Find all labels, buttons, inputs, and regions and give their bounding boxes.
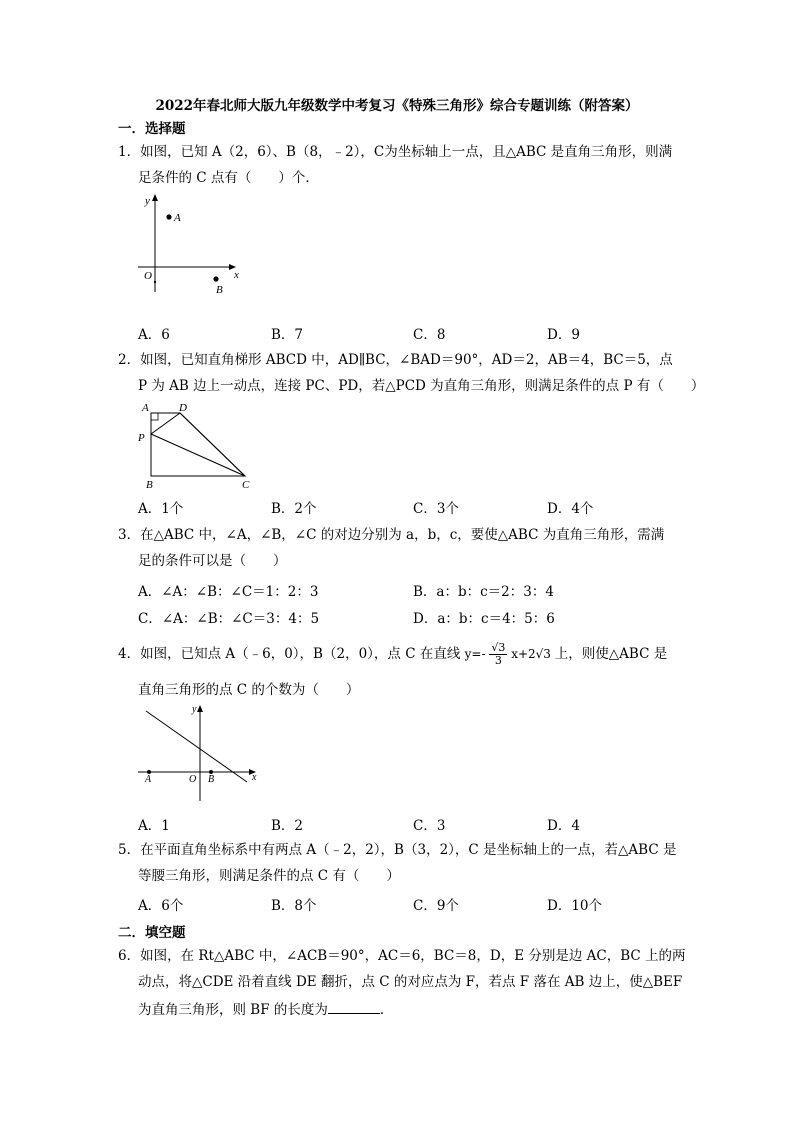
page-title: 2022年春北师大版九年级数学中考复习《特殊三角形》综合专题训练（附答案） bbox=[155, 98, 639, 114]
q4-option-b: B．2 bbox=[271, 818, 304, 834]
q2-d-label: D bbox=[179, 402, 187, 414]
q2-option-d: D．4个 bbox=[547, 501, 594, 517]
q4-eq-y: y=- bbox=[464, 647, 486, 661]
q3-line2: 足的条件可以是（ ） bbox=[138, 553, 287, 569]
q5-option-b: B．8个 bbox=[271, 898, 317, 914]
section-choice-heading: 一．选择题 bbox=[118, 121, 186, 137]
q1-point-b bbox=[213, 276, 218, 281]
q2-segment-pc bbox=[151, 434, 245, 476]
q4-eq-rest: x+2√3 bbox=[511, 647, 551, 661]
q2-a-label: A bbox=[142, 402, 149, 414]
q2-segment-pd bbox=[151, 413, 180, 434]
q4-line1-suffix: 上，则使△ABC 是 bbox=[554, 646, 668, 662]
q1-option-b: B．7 bbox=[271, 327, 304, 343]
q4-line1-prefix: 4．如图，已知点 A（﹣6，0），B（2，0），点 C 在直线 bbox=[118, 646, 461, 662]
q1-line2: 足条件的 C 点有（ ）个． bbox=[138, 170, 319, 186]
q4-eq-fraction bbox=[489, 642, 507, 667]
q6-answer-blank bbox=[328, 1001, 380, 1014]
q4-y-label: y bbox=[192, 704, 197, 715]
q2-option-a: A．1个 bbox=[138, 501, 184, 517]
section-fill-heading: 二．填空题 bbox=[118, 925, 186, 941]
q6-line1: 6．如图，在 Rt△ABC 中，∠ACB＝90°，AC＝6，BC＝8，D，E 分别是边 AC，BC 上的两 bbox=[118, 948, 686, 964]
q2-option-c: C．3个 bbox=[413, 501, 459, 517]
q1-option-c: C．8 bbox=[413, 327, 446, 343]
q3-option-a: A．∠A：∠B：∠C＝1：2：3 bbox=[138, 584, 319, 600]
q2-b-label: B bbox=[146, 479, 153, 490]
q1-origin-label: O bbox=[144, 270, 152, 282]
q2-c-label: C bbox=[242, 479, 250, 490]
q2-figure bbox=[132, 398, 262, 490]
q2-line1: 2．如图，已知直角梯形 ABCD 中，AD∥BC，∠BAD＝90°，AD＝2，AB＝4，BC＝5，点 bbox=[118, 352, 673, 368]
q1-line1: 1．如图，已知 A（2，6）、B（8，﹣2），C为坐标轴上一点，且△ABC 是直角三角形，则满 bbox=[118, 144, 673, 160]
q4-line-graph bbox=[146, 711, 247, 782]
q6-line2: 动点，将△CDE 沿着直线 DE 翻折，点 C 的对应点为 F，若点 F 落在 AB 边上，使△BEF bbox=[138, 974, 683, 990]
q4-line2: 直角三角形的点 C 的个数为（ ） bbox=[138, 682, 360, 698]
q4-origin-label: O bbox=[189, 774, 197, 785]
q4-option-d: D．4 bbox=[547, 818, 580, 834]
q4-eq-denominator: 3 bbox=[494, 654, 502, 667]
q1-tick-mark bbox=[154, 281, 156, 283]
q3-option-b: B．a：b：c＝2：3：4 bbox=[413, 584, 554, 600]
q4-eq-numerator: √3 bbox=[491, 641, 506, 654]
q3-option-c: C．∠A：∠B：∠C＝3：4：5 bbox=[138, 611, 320, 627]
q1-figure bbox=[130, 192, 250, 297]
q4-x-label: x bbox=[252, 772, 257, 783]
q4-line1 bbox=[118, 642, 667, 667]
q5-option-d: D．10个 bbox=[547, 898, 603, 914]
q1-x-label: x bbox=[234, 269, 239, 281]
q1-b-label: B bbox=[216, 284, 223, 296]
q1-option-a: A．6 bbox=[138, 327, 170, 343]
q2-line2: P 为 AB 边上一动点，连接 PC、PD，若△PCD 为直角三角形，则满足条件的点 P 有（ ） bbox=[138, 378, 705, 394]
q2-option-b: B．2个 bbox=[271, 501, 317, 517]
q4-option-c: C．3 bbox=[413, 818, 446, 834]
q1-a-label: A bbox=[174, 212, 181, 224]
q3-option-d: D．a：b：c＝4：5：6 bbox=[413, 611, 555, 627]
q1-option-d: D．9 bbox=[547, 327, 580, 343]
q6-line3-end: ． bbox=[379, 1002, 394, 1018]
q2-right-angle-mark bbox=[151, 413, 158, 420]
q4-equation bbox=[464, 641, 555, 667]
q2-segment-dc bbox=[180, 413, 245, 476]
q2-p-label: P bbox=[138, 432, 145, 444]
q1-y-arrow bbox=[152, 194, 158, 201]
q4-option-a: A．1 bbox=[138, 818, 170, 834]
q3-line1: 3．在△ABC 中，∠A，∠B，∠C 的对边分别为 a，b，c，要使△ABC 为直角三角形，需满 bbox=[118, 527, 665, 543]
q4-b-label: B bbox=[208, 774, 215, 785]
q1-point-a bbox=[166, 214, 171, 219]
q5-option-a: A．6个 bbox=[138, 898, 184, 914]
q5-line2: 等腰三角形，则满足条件的点 C 有（ ） bbox=[138, 868, 400, 884]
q6-line3 bbox=[138, 1000, 393, 1020]
q4-a-label: A bbox=[145, 774, 152, 785]
q6-line3-text: 为直角三角形，则 BF 的长度为 bbox=[138, 1002, 328, 1018]
q4-figure bbox=[132, 700, 262, 805]
q5-line1: 5．在平面直角坐标系中有两点 A（﹣2，2），B（3，2），C 是坐标轴上的一点，若△ABC 是 bbox=[118, 842, 677, 858]
q1-y-label: y bbox=[145, 195, 150, 207]
q2-trapezoid bbox=[151, 413, 245, 476]
q4-y-arrow bbox=[197, 705, 203, 712]
q5-option-c: C．9个 bbox=[413, 898, 459, 914]
